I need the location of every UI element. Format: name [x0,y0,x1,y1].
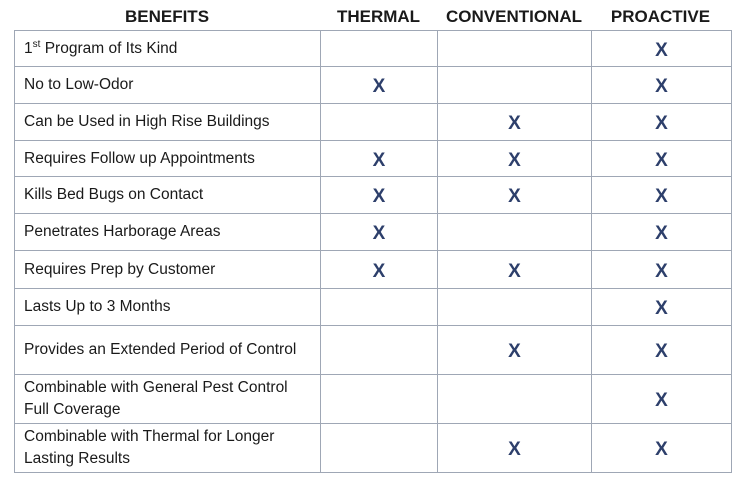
x-mark: X [655,186,668,207]
x-mark: X [655,298,668,319]
table-row [15,289,732,326]
thermal-cell [321,177,438,214]
header-proactive: PROACTIVE [610,7,711,26]
proactive-cell [592,251,732,289]
x-mark: X [508,260,521,282]
x-mark: X [655,260,668,282]
conventional-cell [438,177,592,214]
benefit-label: Combinable with Thermal for Longer Lasting Results [15,424,321,473]
table-row [15,326,732,375]
header-benefits: BENEFITS [124,7,210,26]
x-mark: X [372,223,386,244]
proactive-cell [592,289,732,326]
thermal-cell [321,141,438,177]
x-mark: X [655,113,668,134]
thermal-cell [321,326,438,375]
benefit-label: Lasts Up to 3 Months [15,289,321,326]
benefit-label: Penetrates Harborage Areas [15,214,321,251]
benefit-label: Can be Used in High Rise Buildings [15,104,321,141]
thermal-cell [321,31,438,67]
thermal-cell [321,289,438,326]
x-mark: X [372,149,386,171]
table-row [15,31,732,67]
proactive-cell [592,177,732,214]
proactive-cell [592,214,732,251]
benefit-label: Kills Bed Bugs on Contact [15,177,321,214]
conventional-cell [438,424,592,473]
benefit-label: Combinable with General Pest Control Full Coverage [15,375,321,424]
benefit-label: No to Low-Odor [15,67,321,104]
proactive-cell [592,104,732,141]
proactive-cell [592,375,732,424]
table-row [15,375,732,424]
proactive-cell [592,141,732,177]
x-mark: X [655,223,668,244]
benefit-label: Provides an Extended Period of Control [15,326,321,375]
table-row [15,67,732,104]
thermal-cell [321,67,438,104]
benefit-label: Requires Follow up Appointments [15,141,321,177]
benefit-label: 1st Program of Its Kind [15,31,321,67]
x-mark: X [372,76,386,97]
proactive-cell [592,31,732,67]
proactive-cell [592,67,732,104]
conventional-cell [438,31,592,67]
conventional-cell [438,326,592,375]
thermal-cell [321,251,438,289]
x-mark: X [508,341,521,362]
x-mark: X [655,149,668,171]
x-mark: X [655,341,668,362]
x-mark: X [372,260,386,282]
x-mark: X [508,113,521,134]
benefit-label: Requires Prep by Customer [15,251,321,289]
conventional-cell [438,214,592,251]
thermal-cell [321,375,438,424]
x-mark: X [655,439,668,460]
table-row [15,214,732,251]
x-mark: X [372,186,386,207]
conventional-cell [438,289,592,326]
conventional-cell [438,104,592,141]
proactive-cell [592,326,732,375]
x-mark: X [655,39,668,61]
x-mark: X [508,149,521,171]
conventional-cell [438,141,592,177]
conventional-cell [438,67,592,104]
x-mark: X [508,439,521,460]
comparison-table [14,30,732,473]
table-row [15,177,732,214]
proactive-cell [592,424,732,473]
conventional-cell [438,375,592,424]
x-mark: X [655,390,668,411]
x-mark: X [655,76,668,97]
thermal-cell [321,214,438,251]
table-row [15,424,732,473]
x-mark: X [508,186,521,207]
header-conventional: CONVENTIONAL [446,7,582,26]
thermal-cell [321,424,438,473]
conventional-cell [438,251,592,289]
table-row [15,251,732,289]
thermal-cell [321,104,438,141]
table-row [15,104,732,141]
header-thermal: THERMAL [336,7,421,26]
table-row [15,141,732,177]
